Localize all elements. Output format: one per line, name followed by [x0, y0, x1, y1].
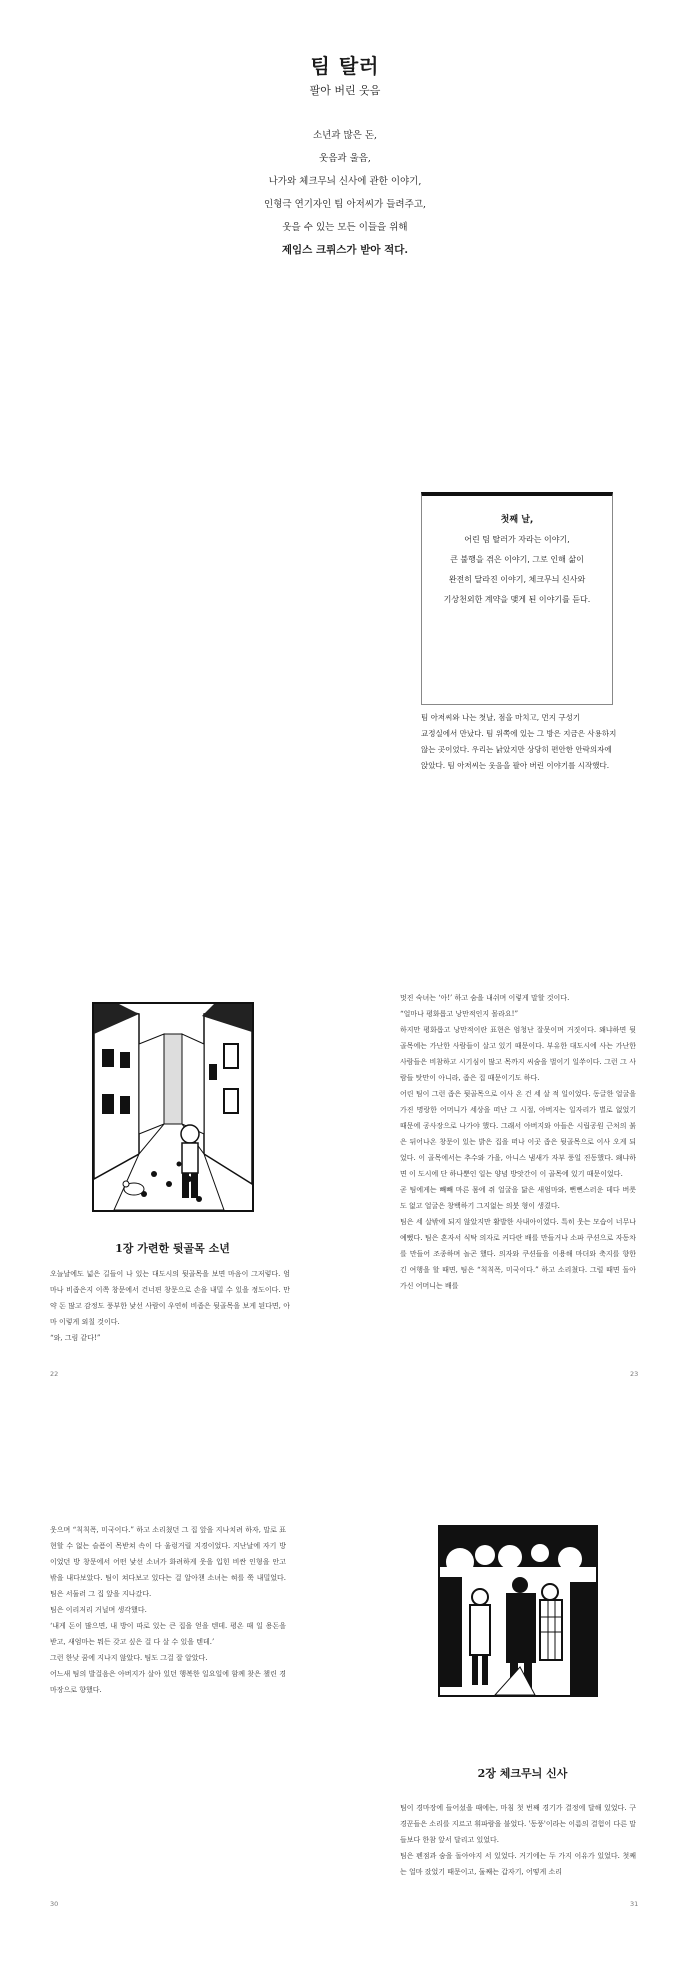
- day-line: 어린 팀 탈러가 자라는 이야기,: [464, 535, 570, 544]
- page-22-body: [50, 1266, 290, 1346]
- chapter-1-title: 1장 가련한 뒷골목 소년: [115, 1242, 230, 1255]
- note-line: 교정실에서 만났다. 팀 위쪽에 있는 그 방은 지금은 사용하지: [421, 729, 617, 738]
- intro-line: 나가와 체크무늬 신사에 관한 이야기,: [268, 176, 422, 187]
- day-summary: [422, 530, 612, 610]
- note-line: 팀 아저씨와 나는 첫날, 점을 마치고, 먼지 구성기: [421, 713, 581, 722]
- page-23-body: [400, 990, 636, 1294]
- paragraph: 팀은 펜점과 숨을 돌아야지 서 있었다. 거기에는 두 가지 이유가 있었다. 첫째는 얼마 잤었기 때문이고, 둘째는 갑자기, 어떻게 소리: [400, 1852, 636, 1876]
- street-illustration: [92, 1002, 254, 1212]
- paragraph: 팀은 세 살밖에 되지 않았지만 활발한 사내아이였다. 특히 웃는 모습이 너무나 예뻤다. 팀은 혼자서 식탁 의자로 커다란 배를 만들거나 소파 쿠션으로 자동차를 만들어 조종하며 놀곤 했다. 의자와 쿠션들을 이용해 마더와 축지를 향한 긴 여행을 할 때면, 팀은 “칙칙폭, 미국이다.” 하고 소리쳤다. 그럴 때면 돌아가신 어머니는 배를: [400, 1218, 636, 1290]
- paragraph: 하지만 평화롭고 낭만적이란 표현은 엄청난 잘못이며 거짓이다. 왜냐하면 뒷골목에는 가난한 사람들이 살고 있기 때문이다. 부유한 대도시에 사는 가난한 사람들은 비참하고 시기심이 많고 목까지 씨숨을 벌이기 일쑤이다. 그런 그 사람들 탓만이 아니라, 좁은 집 때문이기도 하다.: [400, 1026, 636, 1082]
- day-one-box: [421, 492, 613, 705]
- handwritten-note: [421, 710, 633, 774]
- paragraph: “얼마나 평화롭고 낭만적인지 몰라요!”: [400, 1010, 519, 1018]
- paragraph: 그런 한낮 꿈에 지나지 않았다. 팀도 그걸 잘 알았다.: [50, 1654, 208, 1662]
- day-line: 완전히 달라진 이야기, 체크무늬 신사와: [448, 575, 586, 584]
- paragraph: 멋진 숙녀는 ‘아!’ 하고 숨을 내쉬며 이렇게 말할 것이다.: [400, 994, 570, 1002]
- intro-line-author: 제임스 크뤼스가 받아 적다.: [281, 244, 409, 256]
- book-subtitle: 팔아 버린 웃음: [309, 84, 381, 97]
- day-heading: 첫째 날,: [500, 515, 534, 525]
- intro-block: [0, 124, 690, 262]
- intro-line: 웃을 수 있는 모든 이들을 위해: [282, 222, 408, 233]
- paragraph: 웃으며 “칙칙폭, 미국이다.” 하고 소리쳤던 그 집 앞을 지나치려 하자, 말로 표현할 수 없는 슬픔이 목받쳐 속이 다 울렁거릴 지경이었다. 지난날에 자기 방이었던 방 창문에서 어떤 낯선 소녀가 화려하게 웃을 입힌 비싼 인형을 안고 밖을 내다보았다. 팀이 쳐다보고 있다는 걸 알아챈 소녀는 혀를 쭉 내밀었다. 팀은 서둘러 그 집 앞을 지나갔다.: [50, 1526, 286, 1598]
- day-line: 기상천외한 계약을 맺게 된 이야기를 듣다.: [443, 595, 591, 604]
- intro-line: 인형극 연기자인 팀 아저씨가 들려주고,: [264, 199, 426, 210]
- paragraph: 어느새 팀의 발걸음은 아버지가 살아 있던 행복한 일요일에 함께 찾은 챌린 경마장으로 향했다.: [50, 1670, 286, 1694]
- page-number: 31: [630, 1900, 639, 1908]
- paragraph: 어린 팀이 그런 좁은 뒷골목으로 이사 온 건 세 살 적 일이었다. 동글한 얼굴을 가진 명랑한 어머니가 세상을 떠난 그 시절, 아버지는 일자리가 별로 없었기 때문에 공사장으로 나가야 했다. 그래서 아버지와 아들은 시립공원 근처의 붉은 뒤어나온 창문이 있는 밝은 집을 떠나 이곳 좁은 뒷골목으로 이사 오게 되었다. 이 골목에서는 추수와 가을, 아니스 냄새가 자부 풍일 진동했다. 왜냐하면 이 도시에 단 하나뿐인 일는 양념 방앗간이 이 골목에 있기 때문이었다.: [400, 1090, 636, 1178]
- page-31-body: [400, 1800, 636, 1880]
- day-line: 큰 불행을 겪은 이야기, 그로 인해 삶이: [450, 555, 584, 564]
- page-number: 30: [50, 1900, 59, 1908]
- note-line: 않는 곳이었다. 우리는 낡았지만 상당히 편안한 안락의자에: [421, 745, 612, 754]
- book-title: 팀 탈러: [310, 54, 380, 78]
- crowd-drawing: [440, 1527, 596, 1695]
- chapter-2-title: 2장 체크무늬 신사: [477, 1767, 568, 1780]
- paragraph: 팀이 경마장에 들어섰을 때에는, 마침 첫 번째 경기가 결정에 달해 있었다. 구경꾼들은 소리를 지르고 휘파람을 불었다. '동풍'이라는 이름의 결험이 다른 말들보다 한참 앞서 달리고 있었다.: [400, 1804, 636, 1844]
- paragraph: 곧 팀에게는 빼빼 마른 몸에 쥐 얼굴을 닮은 새엄마와, 뻔뻔스러운 데다 버릇도 없고 얼굴은 창백하기 그지없는 의붓 형이 생겼다.: [400, 1186, 636, 1210]
- paragraph: “와, 그림 같다!”: [50, 1334, 101, 1342]
- page-number: 22: [50, 1370, 59, 1378]
- racetrack-illustration: [438, 1525, 598, 1697]
- note-line: 앉았다. 팀 아저씨는 웃음을 팔아 버린 이야기를 시작했다.: [421, 761, 610, 770]
- page-30-body: [50, 1522, 286, 1698]
- intro-line: 소년과 많은 돈,: [312, 130, 378, 141]
- paragraph: 오늘날에도 넓은 길들이 나 있는 대도시의 뒷골목을 보면 마음이 그저렇다. 엄마나 비좁은지 이쪽 창문에서 건너편 창문으로 손을 내밀 수 있을 정도이다. 만약 돈 많고 감정도 풍부한 낯선 사람이 우연히 비좁은 뒷골목을 보게 된다면, 아마 이렇게 외칠 것이다.: [50, 1270, 290, 1326]
- paragraph: ‘내게 돈이 많으면, 내 방이 따로 있는 큰 집을 얻을 텐데. 평온 때 일 용돈을 받고, 새엄마는 뭐든 갖고 싶은 걸 다 살 수 있을 텐데.’: [50, 1622, 286, 1646]
- paragraph: 팀은 이리저리 거닐며 생각했다.: [50, 1606, 147, 1614]
- page-number: 23: [630, 1370, 639, 1378]
- intro-line: 웃음과 울음,: [319, 153, 371, 164]
- alley-drawing: [94, 1004, 252, 1210]
